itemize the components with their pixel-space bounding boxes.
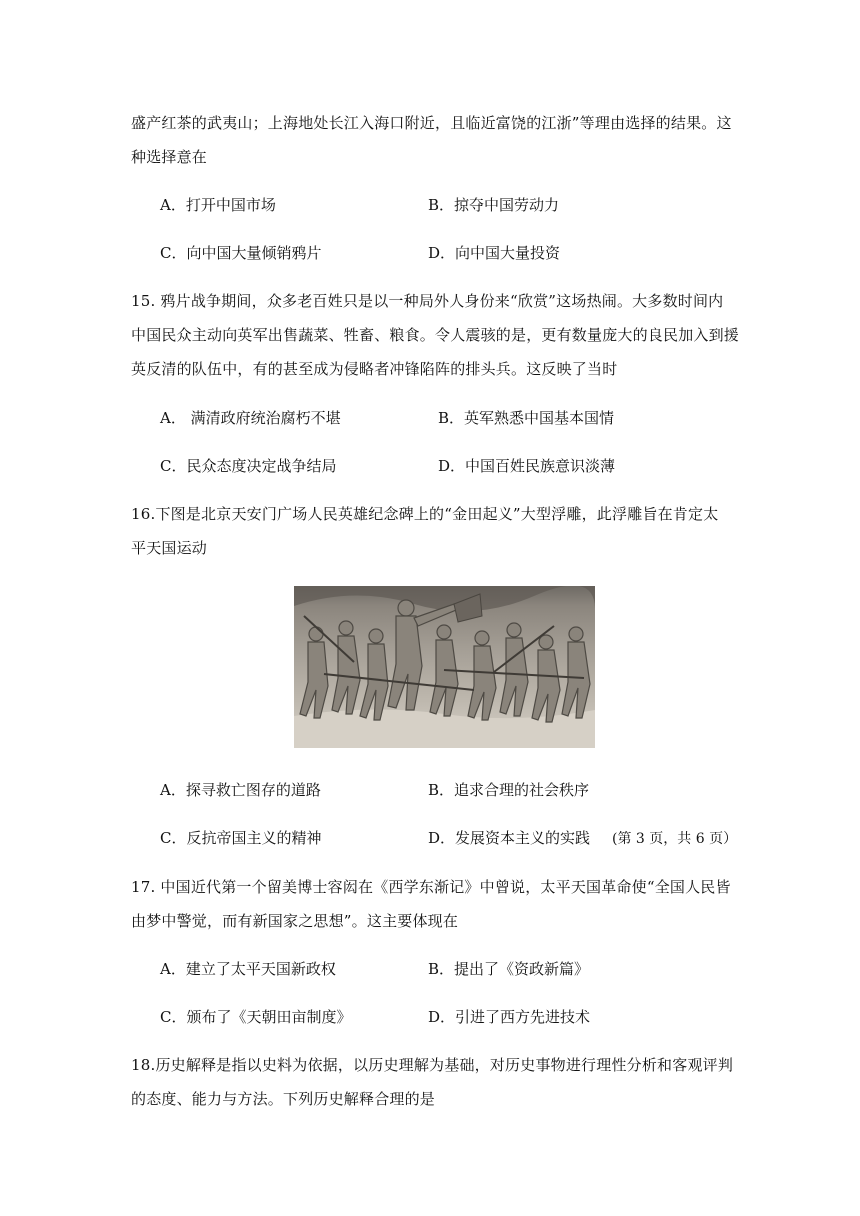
q17-option-a: A．建立了太平天国新政权	[160, 960, 336, 978]
q14-stem-line-2: 种选择意在	[131, 148, 208, 166]
q15-stem-line-2: 中国民众主动向英军出售蔬菜、牲畜、粮食。令人震骇的是，更有数量庞大的良民加入到援	[131, 326, 740, 344]
q14-stem-line-1: 盛产红茶的武夷山；上海地处长江入海口附近，且临近富饶的江浙”等理由选择的结果。这	[131, 114, 732, 132]
q15-stem-line-3: 英反清的队伍中，有的甚至成为侵略者冲锋陷阵的排头兵。这反映了当时	[131, 360, 618, 378]
q15-stem-line-1: 15. 鸦片战争期间，众多老百姓只是以一种局外人身份来“欣赏”这场热闹。大多数时间内	[131, 292, 724, 310]
q17-option-c: C．颁布了《天朝田亩制度》	[160, 1008, 352, 1026]
q14-option-b: B．掠夺中国劳动力	[428, 196, 560, 214]
q17-stem-line-1: 17. 中国近代第一个留美博士容闳在《西学东渐记》中曾说，太平天国革命使“全国人民皆	[131, 878, 731, 896]
q17-option-d: D．引进了西方先进技术	[428, 1008, 591, 1026]
q18-stem-line-1: 18.历史解释是指以史料为依据，以历史理解为基础，对历史事物进行理性分析和客观评判	[131, 1056, 734, 1074]
q16-option-d: D．发展资本主义的实践	[428, 829, 591, 847]
q15-option-b: B．英军熟悉中国基本国情	[438, 409, 615, 427]
jintian-uprising-relief-image	[294, 586, 595, 748]
q18-stem-line-2: 的态度、能力与方法。下列历史解释合理的是	[131, 1090, 436, 1108]
relief-figures-illustration	[294, 586, 595, 748]
q17-option-b: B．提出了《资政新篇》	[428, 960, 590, 978]
q15-option-c: C．民众态度决定战争结局	[160, 457, 337, 475]
q14-option-c: C．向中国大量倾销鸦片	[160, 244, 322, 262]
q15-option-d: D．中国百姓民族意识淡薄	[438, 457, 616, 475]
page-number-info: (第 3 页，共 6 页）	[612, 831, 738, 847]
q17-stem-line-2: 由梦中警觉，而有新国家之思想”。这主要体现在	[131, 912, 459, 930]
q16-option-c: C．反抗帝国主义的精神	[160, 829, 322, 847]
q16-option-a: A．探寻救亡图存的道路	[160, 781, 321, 799]
q16-stem-line-1: 16.下图是北京天安门广场人民英雄纪念碑上的“金田起义”大型浮雕，此浮雕旨在肯定太	[131, 505, 719, 523]
q16-stem-line-2: 平天国运动	[131, 539, 208, 557]
q15-option-a: A． 满清政府统治腐朽不堪	[160, 409, 341, 427]
q14-option-d: D．向中国大量投资	[428, 244, 561, 262]
q14-option-a: A．打开中国市场	[160, 196, 276, 214]
q16-option-b: B．追求合理的社会秩序	[428, 781, 590, 799]
